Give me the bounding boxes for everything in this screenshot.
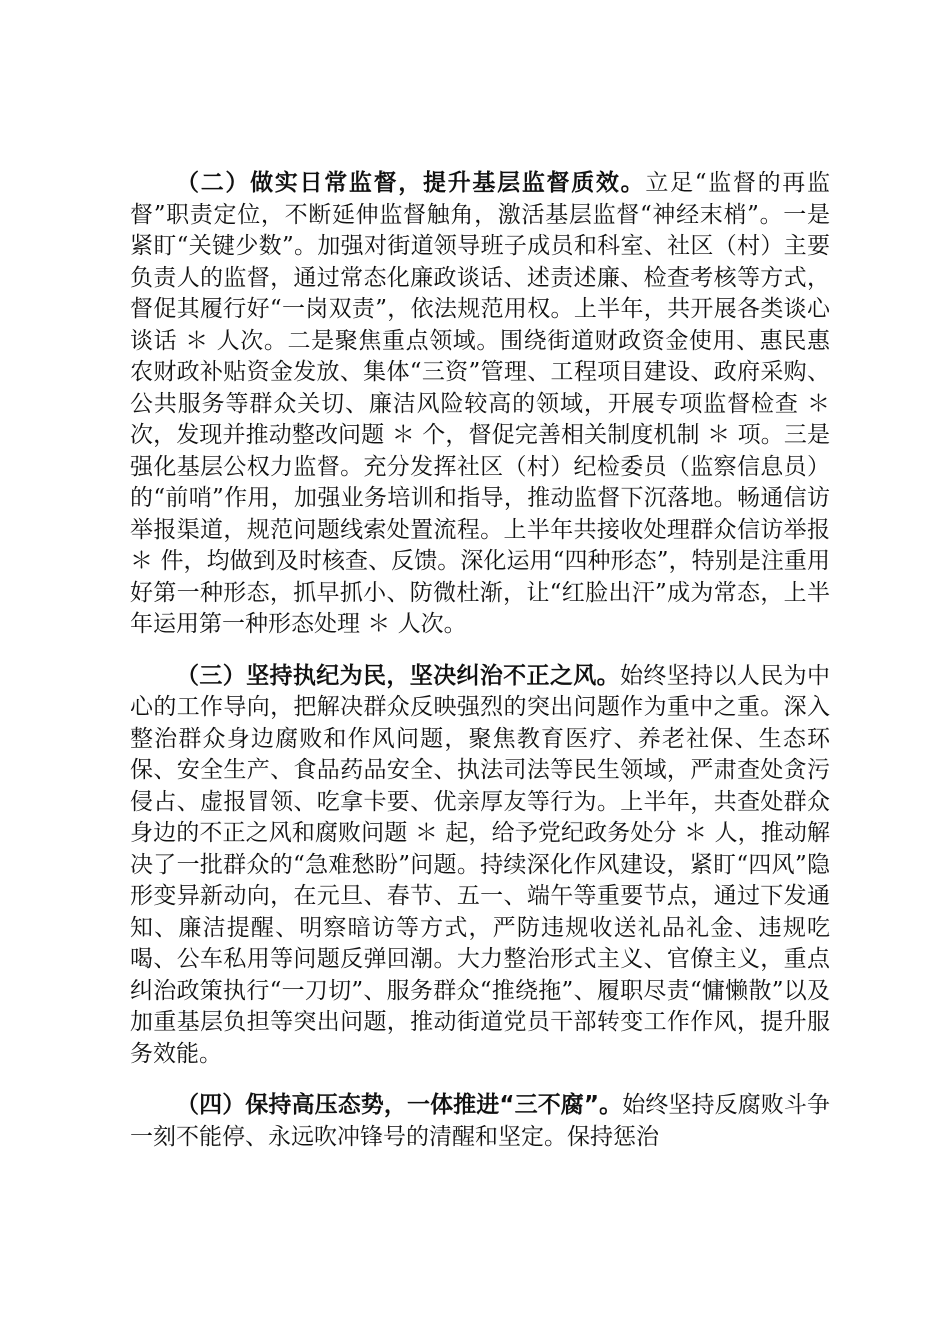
section-body-2: 立足“监督的再监督”职责定位，不断延伸监督触角，激活基层监督“神经末梢”。一是紧盯“关键少数”。加强对街道领导班子成员和科室、社区（村）主要负责人的监督，通过常态化廉政谈话、述责述廉、检查考核等方式，督促其履行好“一岗双责”，依法规范用权。上半年，共开展各类谈心谈话 ＊ 人次。二是聚焦重点领域。围绕街道财政资金使用、惠民惠农财政补贴资金发放、集体“三资”管理、工程项目建设、政府采购、公共服务等群众关切、廉洁风险较高的领域，开展专项监督检查 ＊ 次，发现并推动整改问题 ＊ 个，督促完善相关制度机制 ＊ 项。三是强化基层公权力监督。充分发挥社区（村）纪检委员（监察信息员）的“前哨”作用，加强业务培训和指导，推动监督下沉落地。畅通信访举报渠道，规范问题线索处置流程。上半年共接收处理群众信访举报 ＊ 件，均做到及时核查、反馈。深化运用“四种形态”，特别是注重用好第一种形态，抓早抓小、防微杜渐，让“红脸出汗”成为常态，上半年运用第一种形态处理 ＊ 人次。 [130, 170, 830, 637]
section-heading-3: （三）坚持执纪为民，坚决纠治不正之风。 [176, 662, 621, 689]
paragraph-3 [130, 661, 830, 1071]
paragraph-4 [130, 1090, 830, 1153]
section-heading-2: （二）做实日常监督，提升基层监督质效。 [176, 170, 646, 196]
section-body-4: 始终坚持反腐败斗争一刻不能停、永远吹冲锋号的清醒和坚定。保持惩治 [130, 1092, 831, 1150]
paragraph-2 [130, 168, 830, 641]
document-page [130, 168, 830, 1173]
section-heading-4: （四）保持高压态势，一体推进“三不腐”。 [176, 1092, 623, 1118]
section-body-3: 始终坚持以人民为中心的工作导向，把解决群众反映强烈的突出问题作为重中之重。深入整治群众身边腐败和作风问题，聚焦教育医疗、养老社保、生态环保、安全生产、食品药品安全、执法司法等民生领域，严肃查处贪污侵占、虚报冒领、吃拿卡要、优亲厚友等行为。上半年，共查处群众身边的不正之风和腐败问题 ＊ 起，给予党纪政务处分 ＊ 人，推动解决了一批群众的“急难愁盼”问题。持续深化作风建设，紧盯“四风”隐形变异新动向，在元旦、春节、五一、端午等重要节点，通过下发通知、廉洁提醒、明察暗访等方式，严防违规收送礼品礼金、违规吃喝、公车私用等问题反弹回潮。大力整治形式主义、官僚主义，重点纠治政策执行“一刀切”、服务群众“推绕拖”、履职尽责“慵懒散”以及加重基层负担等突出问题，推动街道党员干部转变工作作风，提升服务效能。 [130, 662, 831, 1067]
